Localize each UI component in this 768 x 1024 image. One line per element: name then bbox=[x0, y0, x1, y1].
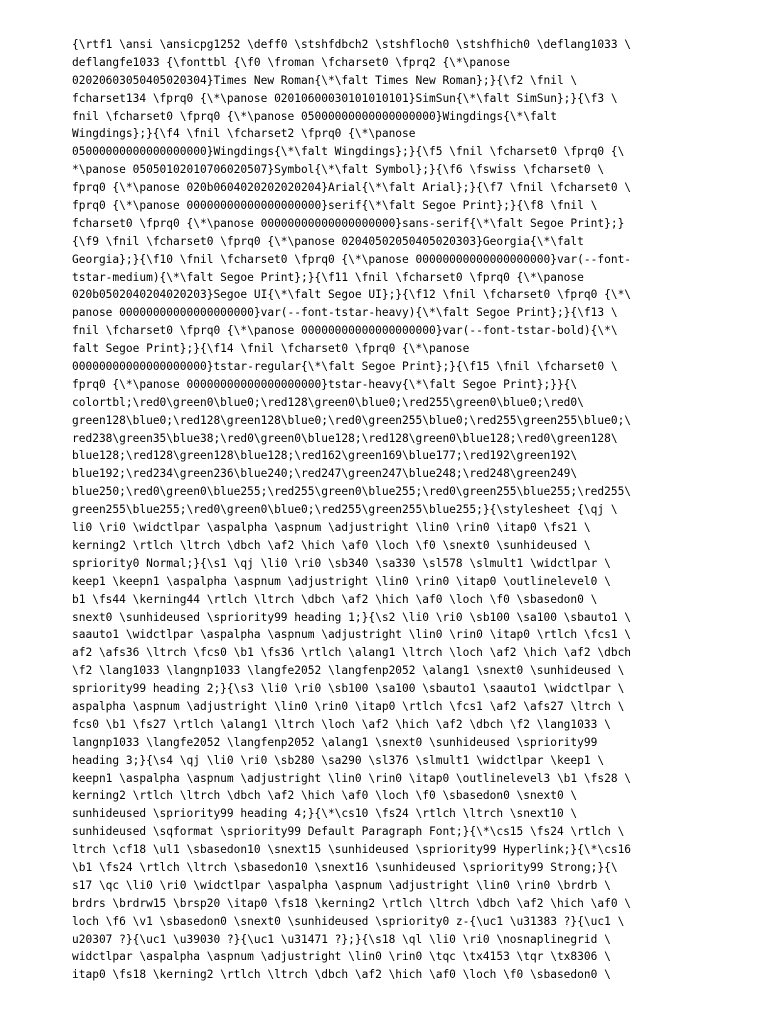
text-line: b1 \fs44 \kerning44 \rtlch \ltrch \dbch \af2 \hich \af0 \loch \f0 \sbasedon0 \ bbox=[72, 592, 598, 606]
text-line: fprq0 {\*\panose 00000000000000000000}serif{\*\falt Segoe Print};}{\f8 \fnil \ bbox=[72, 199, 598, 213]
text-line: green255\blue255;\red0\green0\blue0;\red255\green255\blue255;}{\stylesheet {\qj \ bbox=[72, 503, 618, 517]
text-line: kerning2 \rtlch \ltrch \dbch \af2 \hich \af0 \loch \f0 \snext0 \sunhideused \ bbox=[72, 538, 591, 552]
text-line: blue128;\red128\green128\blue128;\red162\green169\blue177;\red192\green192\ bbox=[72, 449, 578, 463]
text-line: *\panose 05050102010706020507}Symbol{\*\falt Symbol};}{\f6 \fswiss \fcharset0 \ bbox=[72, 163, 605, 177]
text-line: u20307 ?}{\uc1 \u39030 ?}{\uc1 \u31471 ?};}{\s18 \ql \li0 \ri0 \nosnaplinegrid \ bbox=[72, 932, 611, 946]
text-line: 020b0502040204020203}Segoe UI{\*\falt Segoe UI};}{\f12 \fnil \fcharset0 \fprq0 {\*\ bbox=[72, 288, 632, 302]
text-line: \f2 \lang1033 \langnp1033 \langfe2052 \langfenp2052 \alang1 \snext0 \sunhideused \ bbox=[72, 664, 625, 678]
text-line: 00000000000000000000}tstar-regular{\*\falt Segoe Print};}{\f15 \fnil \fcharset0 \ bbox=[72, 360, 618, 374]
text-line: sunhideused \spriority99 heading 4;}{\*\cs10 \fs24 \rtlch \ltrch \snext10 \ bbox=[72, 807, 578, 821]
text-line: li0 \ri0 \widctlpar \aspalpha \aspnum \adjustright \lin0 \rin0 \itap0 \fs21 \ bbox=[72, 521, 591, 535]
text-line: af2 \afs36 \ltrch \fcs0 \b1 \fs36 \rtlch \alang1 \ltrch \loch \af2 \hich \af2 \dbch bbox=[72, 646, 632, 660]
text-line: spriority0 Normal;}{\s1 \qj \li0 \ri0 \sb340 \sa330 \sl578 \slmult1 \widctlpar \ bbox=[72, 556, 611, 570]
text-line: fnil \fcharset0 \fprq0 {\*\panose 00000000000000000000}var(--font-tstar-bold){\*\ bbox=[72, 324, 618, 338]
text-line: saauto1 \widctlpar \aspalpha \aspnum \adjustright \lin0 \rin0 \itap0 \rtlch \fcs1 \ bbox=[72, 628, 632, 642]
text-line: heading 3;}{\s4 \qj \li0 \ri0 \sb280 \sa290 \sl376 \slmult1 \widctlpar \keep1 \ bbox=[72, 753, 605, 767]
text-line: ltrch \cf18 \ul1 \sbasedon10 \snext15 \sunhideused \spriority99 Hyperlink;}{\*\cs16 bbox=[72, 843, 632, 857]
text-line: widctlpar \aspalpha \aspnum \adjustright \lin0 \rin0 \tqc \tx4153 \tqr \tx8306 \ bbox=[72, 950, 611, 964]
text-line: {\f9 \fnil \fcharset0 \fprq0 {\*\panose 02040502050405020303}Georgia{\*\falt bbox=[72, 234, 584, 248]
text-line: {\rtf1 \ansi \ansicpg1252 \deff0 \stshfdbch2 \stshfloch0 \stshfhich0 \deflang1033 \ bbox=[72, 38, 632, 51]
text-line: itap0 \fs18 \kerning2 \rtlch \ltrch \dbch \af2 \hich \af0 \loch \f0 \sbasedon0 \ bbox=[72, 968, 611, 982]
text-line: fcharset134 \fprq0 {\*\panose 02010600030101010101}SimSun{\*\falt SimSun};}{\f3 \ bbox=[72, 91, 618, 105]
text-line: loch \f6 \v1 \sbasedon0 \snext0 \sunhideused \spriority0 z-{\uc1 \u31383 ?}{\uc1 \ bbox=[72, 914, 625, 928]
text-line: green128\blue0;\red128\green128\blue0;\red0\green255\blue0;\red255\green255\blue0;\ bbox=[72, 413, 632, 427]
text-line: sunhideused \sqformat \spriority99 Default Paragraph Font;}{\*\cs15 \fs24 \rtlch \ bbox=[72, 825, 625, 839]
text-line: brdrs \brdrw15 \brsp20 \itap0 \fs18 \kerning2 \rtlch \ltrch \dbch \af2 \hich \af0 \ bbox=[72, 896, 632, 910]
text-line: fcharset0 \fprq0 {\*\panose 00000000000000000000}sans-serif{\*\falt Segoe Print};} bbox=[72, 216, 625, 230]
text-line: fcs0 \b1 \fs27 \rtlch \alang1 \ltrch \loch \af2 \hich \af2 \dbch \f2 \lang1033 \ bbox=[72, 717, 611, 731]
text-line: \b1 \fs24 \rtlch \ltrch \sbasedon10 \snext16 \sunhideused \spriority99 Strong;}{\ bbox=[72, 860, 618, 874]
text-line: blue192;\red234\green236\blue240;\red247\green247\blue248;\red248\green249\ bbox=[72, 467, 578, 481]
text-line: fnil \fcharset0 \fprq0 {\*\panose 05000000000000000000}Wingdings{\*\falt bbox=[72, 109, 557, 123]
text-line: snext0 \sunhideused \spriority99 heading 1;}{\s2 \li0 \ri0 \sb100 \sa100 \sbauto1 \ bbox=[72, 610, 632, 624]
text-line: blue250;\red0\green0\blue255;\red255\green0\blue255;\red0\green255\blue255;\red255\ bbox=[72, 485, 632, 499]
text-line: kerning2 \rtlch \ltrch \dbch \af2 \hich \af0 \loch \f0 \sbasedon0 \snext0 \ bbox=[72, 789, 578, 803]
text-line: 05000000000000000000}Wingdings{\*\falt Wingdings};}{\f5 \fnil \fcharset0 \fprq0 {\ bbox=[72, 145, 625, 159]
text-line: deflangfe1033 {\fonttbl {\f0 \froman \fcharset0 \fprq2 {\*\panose bbox=[72, 55, 510, 69]
text-line: Wingdings};}{\f4 \fnil \fcharset2 \fprq0 {\*\panose bbox=[72, 127, 416, 141]
text-line: panose 00000000000000000000}var(--font-tstar-heavy){\*\falt Segoe Print};}{\f13 \ bbox=[72, 306, 618, 320]
text-line: red238\green35\blue38;\red0\green0\blue128;\red128\green0\blue128;\red0\green128\ bbox=[72, 431, 618, 445]
text-line: fprq0 {\*\panose 00000000000000000000}tstar-heavy{\*\falt Segoe Print};}}{\ bbox=[72, 377, 578, 391]
text-line: spriority99 heading 2;}{\s3 \li0 \ri0 \sb100 \sa100 \sbauto1 \saauto1 \widctlpar \ bbox=[72, 682, 625, 696]
text-line: langnp1033 \langfe2052 \langfenp2052 \alang1 \snext0 \sunhideused \spriority99 bbox=[72, 735, 598, 749]
text-line: Georgia};}{\f10 \fnil \fcharset0 \fprq0 {\*\panose 00000000000000000000}var(--font- bbox=[72, 252, 632, 266]
text-line: 02020603050405020304}Times New Roman{\*\falt Times New Roman};}{\f2 \fnil \ bbox=[72, 73, 578, 87]
text-line: tstar-medium){\*\falt Segoe Print};}{\f11 \fnil \fcharset0 \fprq0 {\*\panose bbox=[72, 270, 584, 284]
text-line: fprq0 {\*\panose 020b0604020202020204}Arial{\*\falt Arial};}{\f7 \fnil \fcharset0 \ bbox=[72, 181, 632, 195]
text-line: s17 \qc \li0 \ri0 \widctlpar \aspalpha \aspnum \adjustright \lin0 \rin0 \brdrb \ bbox=[72, 878, 611, 892]
text-line: colortbl;\red0\green0\blue0;\red128\green0\blue0;\red255\green0\blue0;\red0\ bbox=[72, 395, 584, 409]
text-line: aspalpha \aspnum \adjustright \lin0 \rin0 \itap0 \rtlch \fcs1 \af2 \afs27 \ltrch \ bbox=[72, 699, 625, 713]
text-line: keepn1 \aspalpha \aspnum \adjustright \lin0 \rin0 \itap0 \outlinelevel3 \b1 \fs28 \ bbox=[72, 771, 632, 785]
text-line: falt Segoe Print};}{\f14 \fnil \fcharset0 \fprq0 {\*\panose bbox=[72, 342, 470, 356]
text-line: keep1 \keepn1 \aspalpha \aspnum \adjustright \lin0 \rin0 \itap0 \outlinelevel0 \ bbox=[72, 574, 611, 588]
document-page bbox=[72, 36, 704, 984]
